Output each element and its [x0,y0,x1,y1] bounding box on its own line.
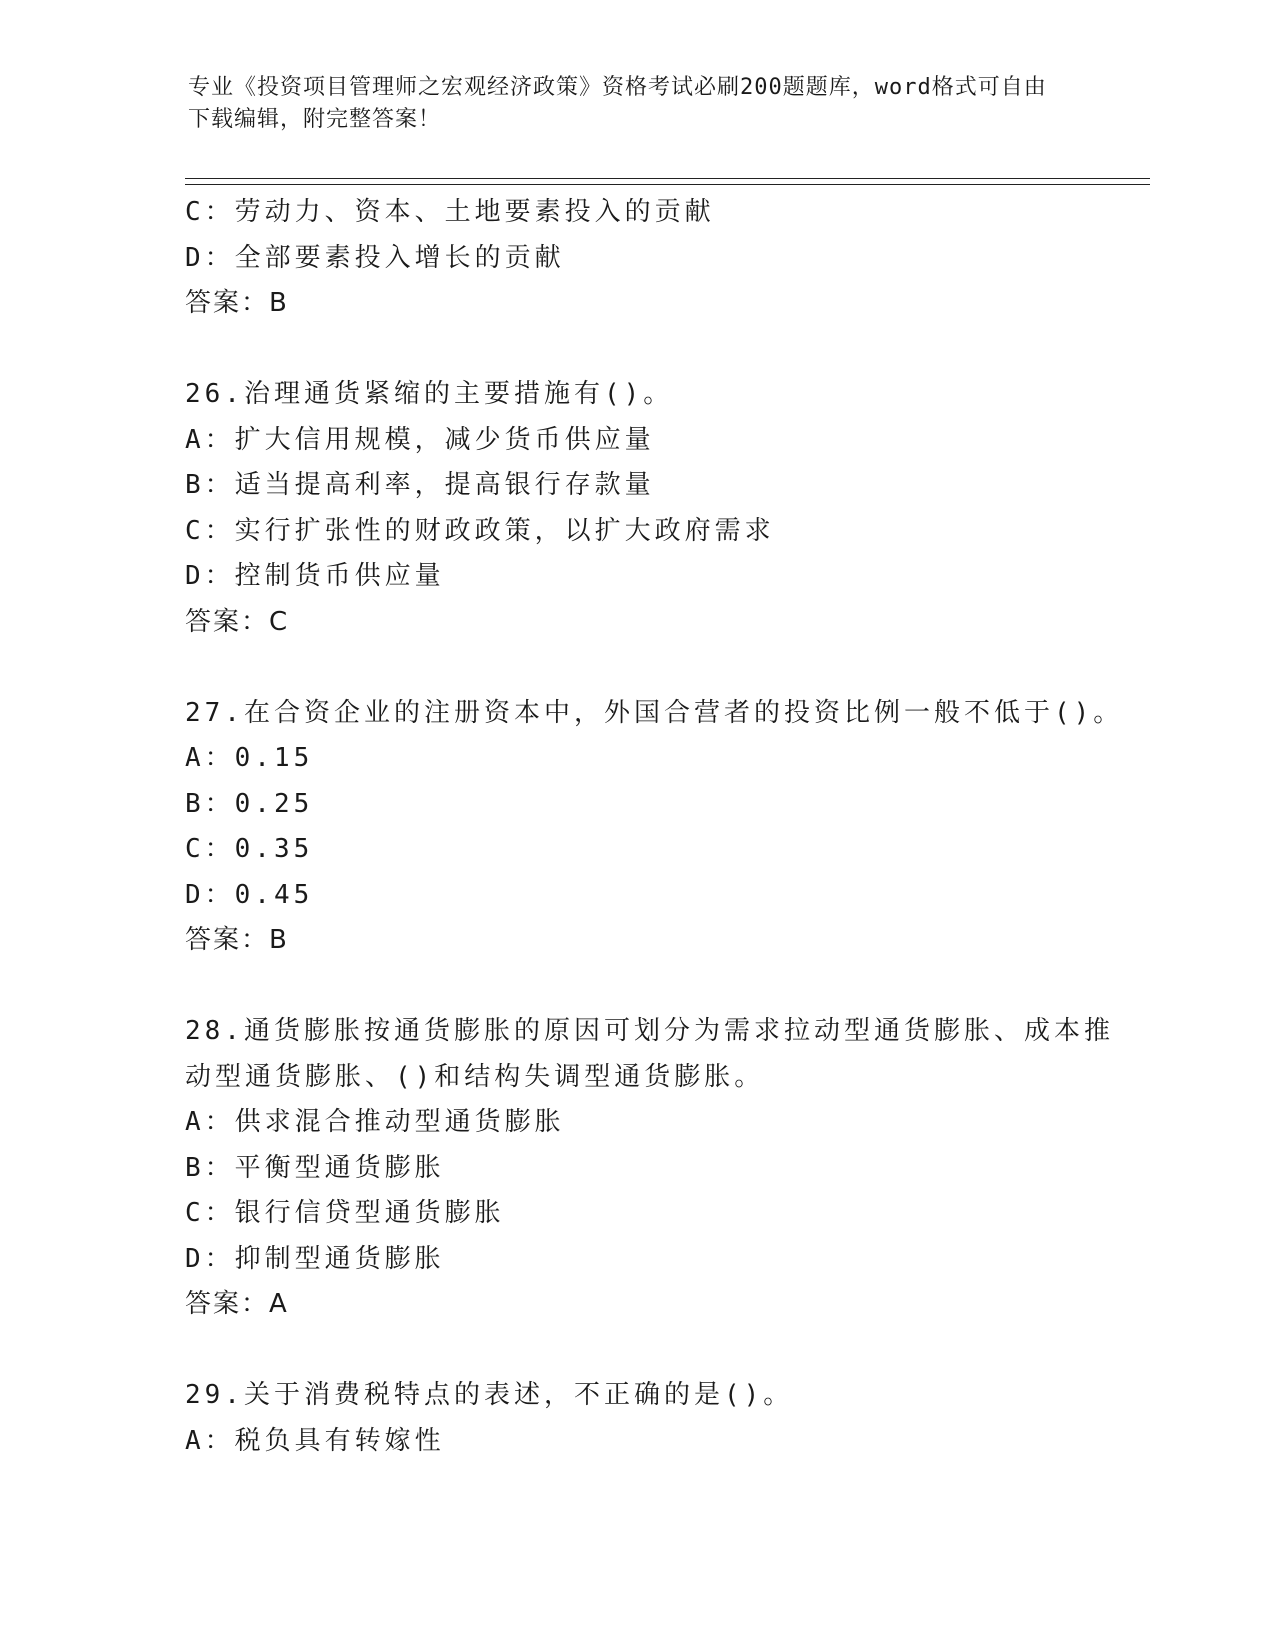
q25-option-d: D：全部要素投入增长的贡献 [185,242,565,273]
q26-question: 26.治理通货紧缩的主要措施有()。 [185,379,674,409]
spacer [185,1328,1085,1374]
q26-option-d: D：控制货币供应量 [185,561,445,591]
q27-option-d: D：0.45 [185,879,314,910]
q29-question: 29.关于消费税特点的表述，不正确的是()。 [185,1380,794,1410]
spacer [185,964,1085,1010]
q25-answer: 答案：B [185,288,289,318]
q26-answer: 答案：C [185,606,290,637]
q27-question: 27.在合资企业的注册资本中，外国合营者的投资比例一般不低于()。 [185,697,1124,728]
q27-option-c: C：0.35 [185,834,314,864]
q28-option-c: C：银行信贷型通货膨胀 [185,1198,505,1228]
header-divider-bottom [185,184,1150,185]
q29-option-a: A：税负具有转嫁性 [185,1425,445,1456]
question-list [185,190,1124,1464]
document-header: 专业《投资项目管理师之宏观经济政策》资格考试必刷200题题库，word格式可自由下载编辑，附完整答案！ [188,75,1047,132]
q26-option-b: B：适当提高利率，提高银行存款量 [185,470,655,500]
spacer [185,645,1085,691]
q28-option-d: D：抑制型通货膨胀 [185,1243,445,1274]
q27-answer: 答案：B [185,925,289,955]
spacer [185,327,1085,373]
q28-question-line-1: 28.通货膨胀按通货膨胀的原因可划分为需求拉动型通货膨胀、成本推 [185,1016,1114,1046]
q25-option-c: C：劳动力、资本、土地要素投入的贡献 [185,197,715,227]
header-divider-top [185,178,1150,179]
q26-option-c: C：实行扩张性的财政政策，以扩大政府需求 [185,515,775,546]
q28-option-a: A：供求混合推动型通货膨胀 [185,1107,565,1137]
q27-option-b: B：0.25 [185,788,314,819]
q26-option-a: A：扩大信用规模，减少货币供应量 [185,424,655,455]
q28-answer: 答案：A [185,1289,289,1319]
q28-option-b: B：平衡型通货膨胀 [185,1152,445,1183]
q27-option-a: A：0.15 [185,743,314,773]
q28-question-line-2: 动型通货膨胀、()和结构失调型通货膨胀。 [185,1061,765,1092]
